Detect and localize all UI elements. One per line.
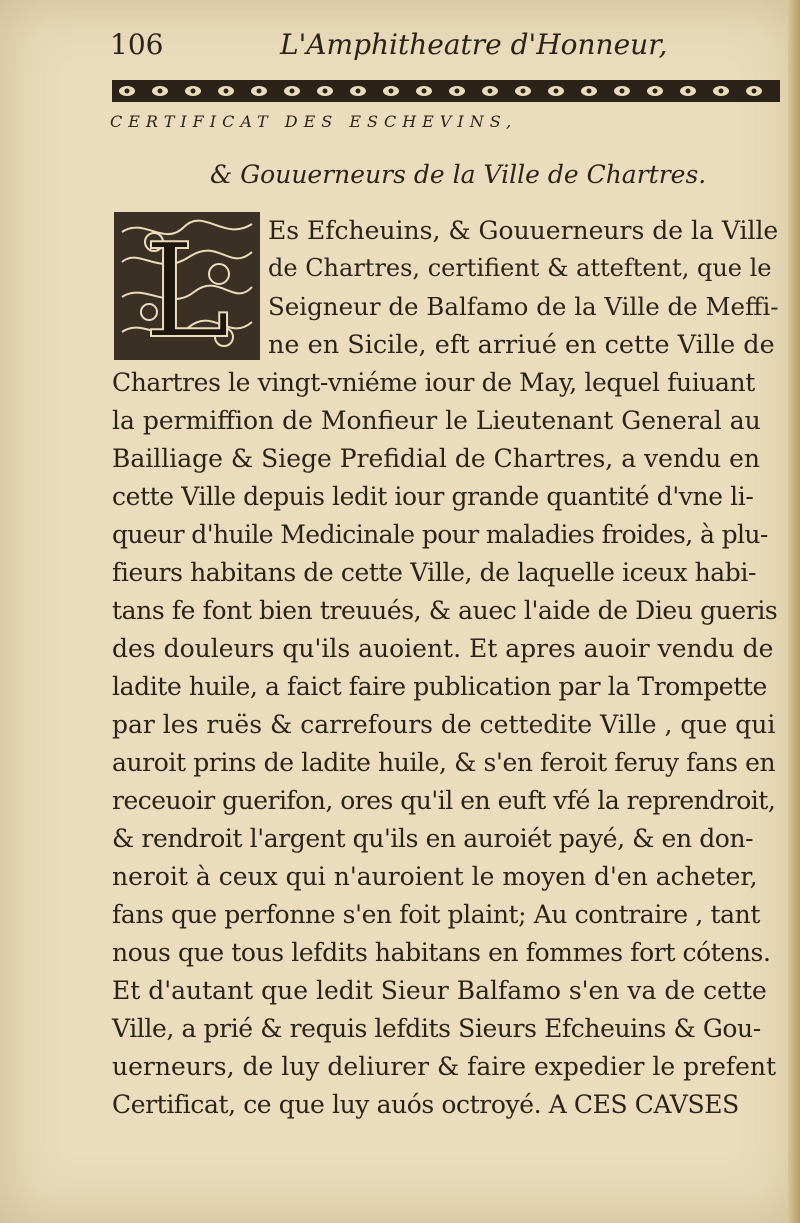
text-line: de Chartres, certifient & atteftent, que le — [268, 254, 772, 282]
text-line: receuoir guerifon, ores qu'il en euft vfé la reprendroit, — [112, 786, 776, 815]
text-line: fans que perfonne s'en foit plaint; Au contraire , tant — [112, 900, 760, 929]
ornamental-initial — [114, 212, 260, 360]
running-head — [110, 22, 670, 66]
text-line: cette Ville depuis ledit iour grande quantité d'vne li- — [112, 482, 754, 511]
certificate-subheading: & Gouuerneurs de la Ville de Chartres. — [210, 160, 707, 189]
page-number: 106 — [110, 28, 164, 61]
text-line: neroit à ceux qui n'auroient le moyen d'en acheter, — [112, 862, 758, 891]
text-line: ladite huile, a faict faire publication par la Trompette — [112, 672, 767, 701]
running-title: L'Amphitheatre d'Honneur, — [280, 28, 668, 61]
text-line: Ville, a prié & requis lefdits Sieurs Efcheuins & Gou- — [112, 1014, 761, 1043]
text-line: queur d'huile Medicinale pour maladies froides, à plu- — [112, 520, 768, 549]
text-line: fieurs habitans de cette Ville, de laquelle iceux habi- — [112, 558, 757, 587]
page-edge — [788, 0, 800, 1223]
text-line: Es Efcheuins, & Gouuerneurs de la Ville — [268, 216, 779, 245]
text-line: nous que tous lefdits habitans en fommes fort cótens. — [112, 938, 771, 967]
text-line: tans fe font bien treuués, & auec l'aide de Dieu gueris — [112, 596, 778, 625]
text-line: des douleurs qu'ils auoient. Et apres auoir vendu de — [112, 634, 774, 663]
text-line: Chartres le vingt-vniéme iour de May, lequel fuiuant — [112, 368, 755, 397]
text-line: & rendroit l'argent qu'ils en auroiét payé, & en don- — [112, 824, 754, 853]
ornament-band — [112, 80, 780, 102]
text-line: la permiffion de Monfieur le Lieutenant General au — [112, 406, 761, 435]
text-line: uerneurs, de luy deliurer & faire expedier le prefent — [112, 1052, 777, 1081]
text-line: auroit prins de ladite huile, & s'en feroit feruy fans en — [112, 748, 776, 777]
text-line: Et d'autant que ledit Sieur Balfamo s'en va de cette — [112, 976, 767, 1005]
text-line: ne en Sicile, eft arriué en cette Ville de — [268, 330, 775, 360]
text-line: Bailliage & Siege Prefidial de Chartres, a vendu en — [112, 444, 761, 473]
svg-text:L: L — [143, 215, 231, 360]
certificate-heading: CERTIFICAT DES ESCHEVINS, — [110, 112, 518, 131]
text-line: Seigneur de Balfamo de la Ville de Meffi- — [268, 292, 779, 321]
text-line: Certificat, ce que luy auós octroyé. A CES CAVSES — [112, 1090, 739, 1119]
text-line: par les ruës & carrefours de cettedite Ville , que qui — [112, 710, 776, 739]
